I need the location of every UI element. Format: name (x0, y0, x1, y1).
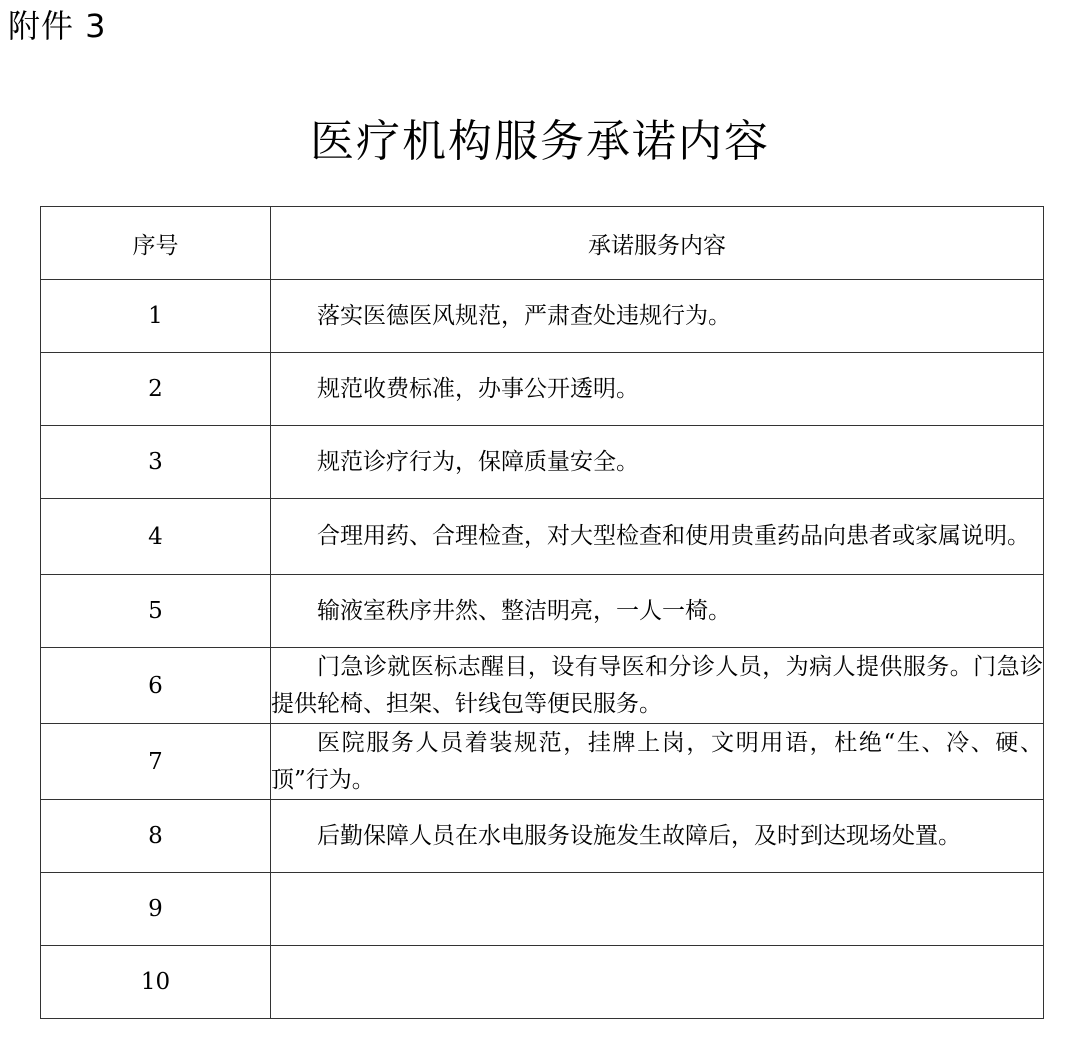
table-row (41, 426, 1044, 499)
row-number: 3 (41, 426, 271, 499)
table-row (41, 575, 1044, 648)
table-row (41, 946, 1044, 1019)
table-row (41, 280, 1044, 353)
row-number: 9 (41, 873, 271, 946)
row-text: 输液室秩序井然、整洁明亮，一人一椅。 (317, 597, 731, 624)
row-number: 4 (41, 499, 271, 575)
row-text: 医院服务人员着装规范，挂牌上岗，文明用语，杜绝“生、冷、硬、顶”行为。 (271, 729, 1043, 793)
table-row (41, 499, 1044, 575)
table-row (41, 800, 1044, 873)
row-number: 6 (41, 648, 271, 724)
table-header-row (41, 207, 1044, 280)
row-content (271, 426, 1044, 499)
attachment-label: 附件 3 (8, 7, 107, 45)
row-content (271, 353, 1044, 426)
row-content (271, 873, 1044, 946)
row-number: 7 (41, 724, 271, 800)
row-content (271, 575, 1044, 648)
header-number: 序号 (41, 207, 271, 280)
row-content (271, 800, 1044, 873)
table-row (41, 873, 1044, 946)
row-content (271, 724, 1044, 800)
row-number: 5 (41, 575, 271, 648)
header-content: 承诺服务内容 (271, 207, 1044, 280)
row-number: 1 (41, 280, 271, 353)
table-row (41, 648, 1044, 724)
row-text: 合理用药、合理检查，对大型检查和使用贵重药品向患者或家属说明。 (317, 523, 1030, 549)
row-content (271, 648, 1044, 724)
row-number: 10 (41, 946, 271, 1019)
row-text: 门急诊就医标志醒目，设有导医和分诊人员，为病人提供服务。门急诊提供轮椅、担架、针线包等便民服务。 (271, 653, 1043, 717)
document-title: 医疗机构服务承诺内容 (310, 116, 770, 167)
row-number: 2 (41, 353, 271, 426)
row-text: 规范诊疗行为，保障质量安全。 (317, 448, 639, 475)
row-text: 落实医德医风规范，严肃查处违规行为。 (317, 302, 731, 329)
row-content (271, 946, 1044, 1019)
row-text: 后勤保障人员在水电服务设施发生故障后，及时到达现场处置。 (317, 822, 961, 849)
table-row (41, 353, 1044, 426)
row-text: 规范收费标准，办事公开透明。 (317, 375, 639, 402)
service-commitment-table (40, 206, 1044, 1019)
table-row (41, 724, 1044, 800)
row-content (271, 280, 1044, 353)
row-number: 8 (41, 800, 271, 873)
row-content (271, 499, 1044, 575)
